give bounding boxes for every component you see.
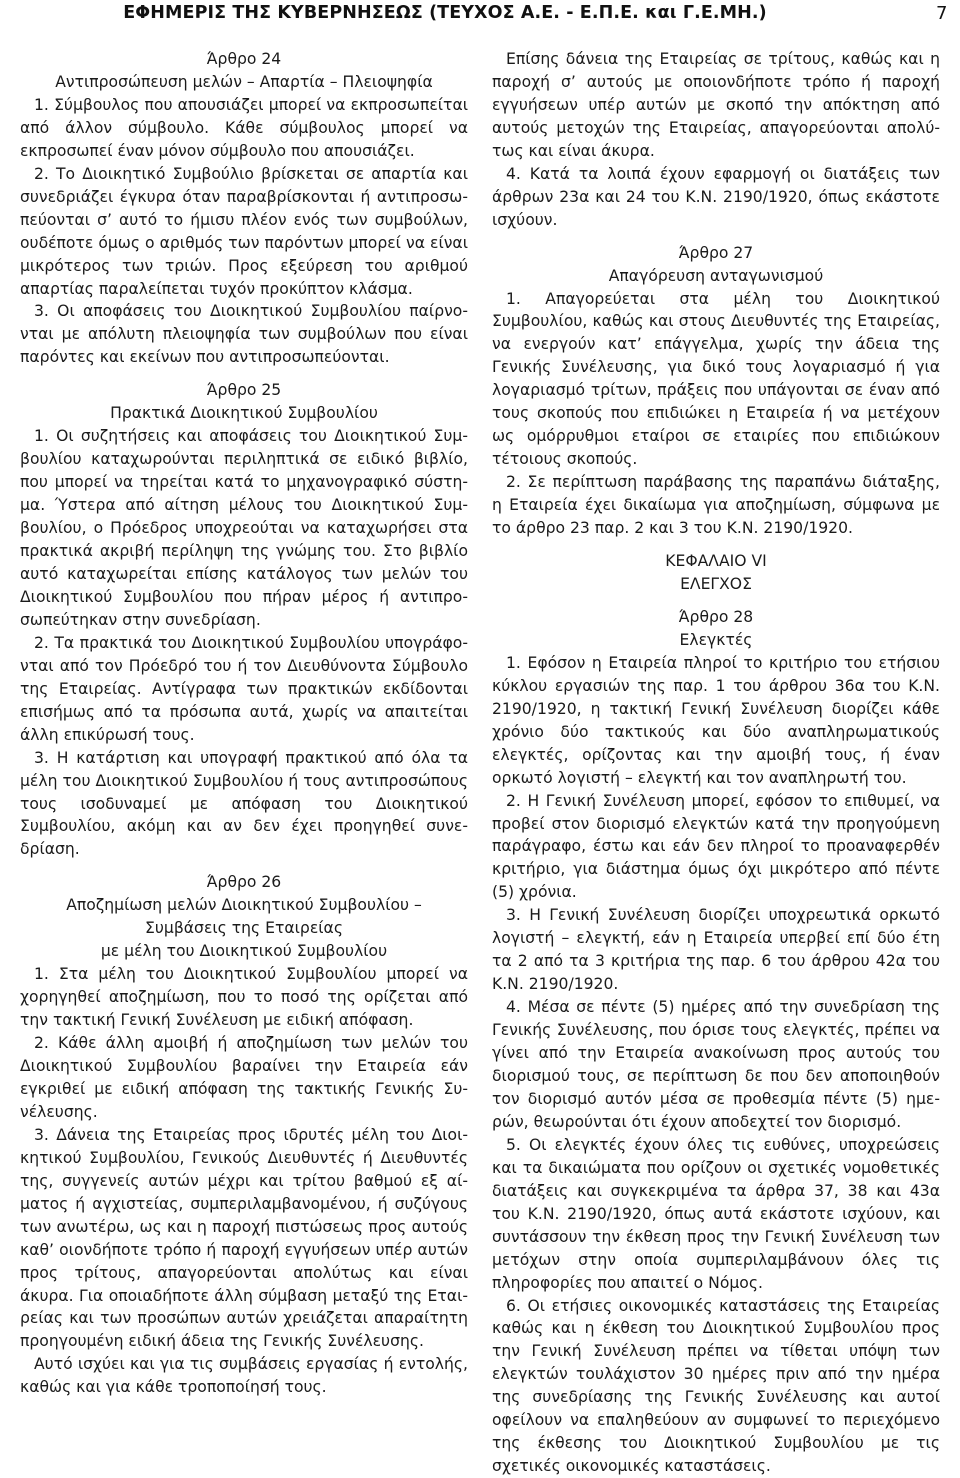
- article-28-paragraph-2: 2. Η Γενική Συνέλευση μπορεί, εφόσον το επιθυμεί, να προβεί στον διορισμό ελεγκτών κατά την προηγούμενη παράγραφο, έστω και εάν δεν πληροί το προαναφερθέν κριτήριο, για διάστημα όμως όχι μικρότερο από πέντε (5) χρόνια.: [492, 791, 940, 902]
- article-24-paragraph-2: 2. Το Διοικητικό Συμβούλιο βρίσκεται σε απαρτία και συνεδριάζει έγκυρα όταν παραβρίσκονται ή αντιπροσωπεύονται σ’ αυτό το ήμισυ πλέον ενός των συμβούλων, ουδέποτε όμως ο αριθμός των παρόντων μπορεί να είναι μικρότερος των τριών. Προς εξεύρεση του αριθμού απαρτίας παραλείπεται τυχόν προκύπτον κλάσμα.: [20, 164, 468, 298]
- article-26-subtitle-line-3: με μέλη του Διοικητικού Συμβουλίου: [100, 942, 388, 961]
- article-25-paragraph-2: 2. Τα πρακτικά του Διοικητικού Συμβουλίου υπογράφονται από τον Πρόεδρό του ή τον Διευθύνοντα Σύμβουλο της Εταιρείας. Αντίγραφα των πρακτικών εκδίδονται επισήμως από τα πρόσωπα αυτά, χωρίς να απαιτείται άλλη επικύρωσή τους.: [20, 633, 468, 744]
- right-column: [492, 48, 940, 1478]
- gazette-title: ΕΦΗΜΕΡΙΣ ΤΗΣ ΚΥΒΕΡΝΗΣΕΩΣ (ΤΕΥΧΟΣ Α.Ε. - Ε.Π.Ε. και Γ.Ε.ΜΗ.): [123, 3, 767, 23]
- chapter-subtitle: ΕΛΕΓΧΟΣ: [680, 574, 752, 593]
- article-26-paragraph-3: 3. Δάνεια της Εταιρείας προς ιδρυτές μέλη του Διοικητικού Συμβουλίου, Γενικούς Διευθυντές ή Διευθυντές της, συγγενείς αυτών μέχρι και τρίτου βαθμού εξ αίματος ή αγχιστείας, συμπεριλαμβανομένου, ή συζύγους των ανωτέρω, ως και η παροχή πιστώσεως προς αυτούς καθ’ οιονδήποτε τρόπο ή παροχή εγγυήσεων υπέρ αυτών προς τρίτους, απαγορεύονται απολύτως και είναι άκυρα. Για οποιαδήποτε άλλη σύμβαση μεταξύ της Εταιρείας και των προσώπων αυτών χρειάζεται απαραίτητη προηγουμένη ειδική άδεια της Γενικής Συνέλευσης.: [20, 1125, 468, 1351]
- page-header: [0, 0, 960, 44]
- article-25-title: Άρθρο 25: [206, 381, 282, 400]
- article-26-paragraph-6: 4. Κατά τα λοιπά έχουν εφαρμογή οι διατάξεις των άρθρων 23α και 24 του Κ.Ν. 2190/1920, όπως εκάστοτε ισχύουν.: [492, 164, 940, 229]
- article-28-paragraph-3: 3. Η Γενική Συνέλευση διορίζει υποχρεωτικά ορκωτό λογιστή – ελεγκτή, εάν η Εταιρεία υπερβεί επί δύο έτη τα 2 από τα 3 κριτήρια της παρ. 6 του άρθρου 42α του Κ.Ν. 2190/1920.: [492, 906, 940, 994]
- article-27-subtitle: Απαγόρευση ανταγωνισμού: [608, 266, 824, 285]
- article-24-paragraph-3: 3. Οι αποφάσεις του Διοικητικού Συμβουλίου παίρνονται με απόλυτη πλειοψηφία των συμβούλων που είναι παρόντες και εκείνων που αντιπροσωπεύονται.: [20, 302, 468, 367]
- article-26-subtitle-line-2: Συμβάσεις της Εταιρείας: [145, 919, 343, 938]
- article-28-paragraph-1: 1. Εφόσον η Εταιρεία πληροί το κριτήριο του ετήσιου κύκλου εργασιών της παρ. 1 του άρθρου 36α του Κ.Ν. 2190/1920, η τακτική Γενική Συνέλευση διορίζει κάθε χρόνιο δύο τακτικούς και δύο αναπληρωματικούς ελεγκτές, ορίζοντας και την αμοιβή τους, ή έναν ορκωτό λογιστή – ελεγκτή και τον αναπληρωτή του.: [492, 653, 940, 787]
- left-column: [20, 48, 468, 1399]
- article-25-subtitle: Πρακτικά Διοικητικού Συμβουλίου: [110, 404, 378, 423]
- article-28-paragraph-4: 4. Μέσα σε πέντε (5) ημέρες από την συνεδρίαση της Γενικής Συνέλευσης, που όρισε τους ελεγκτές, πρέπει να γίνει από την Εταιρεία ανακοίνωση προς αυτούς του διορισμού τους, σε περίπτωση δε που δεν αποποιηθούν τον διορισμό αυτόν μέσα σε προθεσμία πέντε (5) ημερών, θεωρούνται ότι έχουν αποδεχτεί τον διορισμό.: [492, 998, 940, 1131]
- article-28-paragraph-5: 5. Οι ελεγκτές έχουν όλες τις ευθύνες, υποχρεώσεις και τα δικαιώματα που ορίζουν οι σχετικές νομοθετικές διατάξεις και συγκεκριμένα τα άρθρα 37, 38 και 43α του Κ.Ν. 2190/1920, όπως αυτά εκάστοτε ισχύουν, και συντάσσουν την έκθεση προς την Γενική Συνέλευση των μετόχων στην οποία συμπεριλαμβάνουν όλες τις πληροφορίες που απαιτεί ο Νόμος.: [492, 1135, 940, 1292]
- article-27-paragraph-2: 2. Σε περίπτωση παράβασης της παραπάνω διάταξης, η Εταιρεία έχει δικαίωμα για αποζημίωση, σύμφωνα με το άρθρο 23 παρ. 2 και 3 του Κ.Ν. 2190/1920.: [492, 473, 940, 538]
- article-26-subtitle-line-1: Αποζημίωση μελών Διοικητικού Συμβουλίου –: [66, 896, 422, 915]
- article-26-paragraph-4: Αυτό ισχύει και για τις συμβάσεις εργασίας ή εντολής, καθώς και για κάθε τροποποίησή τους.: [20, 1355, 468, 1397]
- article-26-paragraph-2: 2. Κάθε άλλη αμοιβή ή αποζημίωση των μελών του Διοικητικού Συμβουλίου βαραίνει την Εταιρεία εάν εγκριθεί με ειδική απόφαση της τακτικής Γενικής Συνέλευσης.: [20, 1034, 468, 1121]
- article-28-subtitle: Ελεγκτές: [679, 630, 753, 649]
- article-25-paragraph-3: 3. Η κατάρτιση και υπογραφή πρακτικού από όλα τα μέλη του Διοικητικού Συμβουλίου ή τους αντιπροσώπους τους ισοδυναμεί με απόφαση του Διοικητικού Συμβουλίου, ακόμη και αν δεν έχει προηγηθεί συνεδρίαση.: [20, 748, 468, 859]
- chapter-title: ΚΕΦΑΛΑΙΟ VI: [665, 552, 767, 571]
- article-24-paragraph-1: 1. Σύμβουλος που απουσιάζει μπορεί να εκπροσωπείται από άλλον σύμβουλο. Κάθε σύμβουλος μπορεί να εκπροσωπεί έναν μόνον σύμβουλο που απουσιάζει.: [20, 95, 468, 160]
- page-number: 7: [936, 3, 948, 24]
- article-27-title: Άρθρο 27: [678, 243, 754, 262]
- article-24-title: Άρθρο 24: [206, 50, 282, 68]
- article-26-paragraph-5: Επίσης δάνεια της Εταιρείας σε τρίτους, καθώς και η παροχή σ’ αυτούς με οποιονδήποτε τρόπο ή παροχή εγγυήσεων υπέρ αυτών με σκοπό την απόκτηση από αυτούς μετοχών της Εταιρείας, απαγορεύονται απολύτως και είναι άκυρα.: [492, 50, 940, 160]
- article-25-paragraph-1: 1. Οι συζητήσεις και αποφάσεις του Διοικητικού Συμβουλίου καταχωρούνται περιληπτικά σε ειδικό βιβλίο, που μπορεί να τηρείται κατά το μηχανογραφικό σύστημα. Ύστερα από αίτηση μέλους του Διοικητικού Συμβουλίου, ο Πρόεδρος υποχρεούται να καταχωρήσει στα πρακτικά ακριβή περίληψη της γνώμης του. Στο βιβλίο αυτό καταχωρείται επίσης κατάλογος των μελών του Διοικητικού Συμβουλίου που πήραν μέρος ή αντιπροσωπεύτηκαν στην συνεδρίαση.: [20, 427, 468, 629]
- article-26-paragraph-1: 1. Στα μέλη του Διοικητικού Συμβουλίου μπορεί να χορηγηθεί αποζημίωση, που το ποσό της ορίζεται από την τακτική Γενική Συνέλευση με ειδική απόφαση.: [20, 965, 468, 1030]
- article-24-subtitle: Αντιπροσώπευση μελών – Απαρτία – Πλειοψηφία: [55, 72, 433, 91]
- article-26-title: Άρθρο 26: [206, 873, 282, 892]
- article-27-paragraph-1: 1. Απαγορεύεται στα μέλη του Διοικητικού Συμβουλίου, καθώς και στους Διευθυντές της Εταιρείας, να ενεργούν κατ’ επάγγελμα, χωρίς την άδεια της Γενικής Συνέλευσης, για δικό τους λογαριασμό ή για λογαριασμό τρίτων, πράξεις που υπάγονται σε έναν από τους σκοπούς που επιδιώκει η Εταιρεία ή να μετέχουν ως ομόρρυθμοι εταίροι σε εταιρίες που επιδιώκουν τέτοιους σκοπούς.: [492, 289, 940, 469]
- article-28-paragraph-6: 6. Οι ετήσιες οικονομικές καταστάσεις της Εταιρείας καθώς και η έκθεση του Διοικητικού Συμβουλίου προς την Γενική Συνέλευση πρέπει να τίθεται υπόψη των ελεγκτών τουλάχιστον 30 ημέρες πριν από την ημέρα της συνεδρίασης της Γενικής Συνέλευσης και αυτοί οφείλουν να επαληθεύουν αν συμφωνεί το περιεχόμενο της έκθεσης του Διοικητικού Συμβουλίου με τις σχετικές οικονομικές καταστάσεις.: [492, 1296, 940, 1476]
- article-28-title: Άρθρο 28: [678, 607, 754, 626]
